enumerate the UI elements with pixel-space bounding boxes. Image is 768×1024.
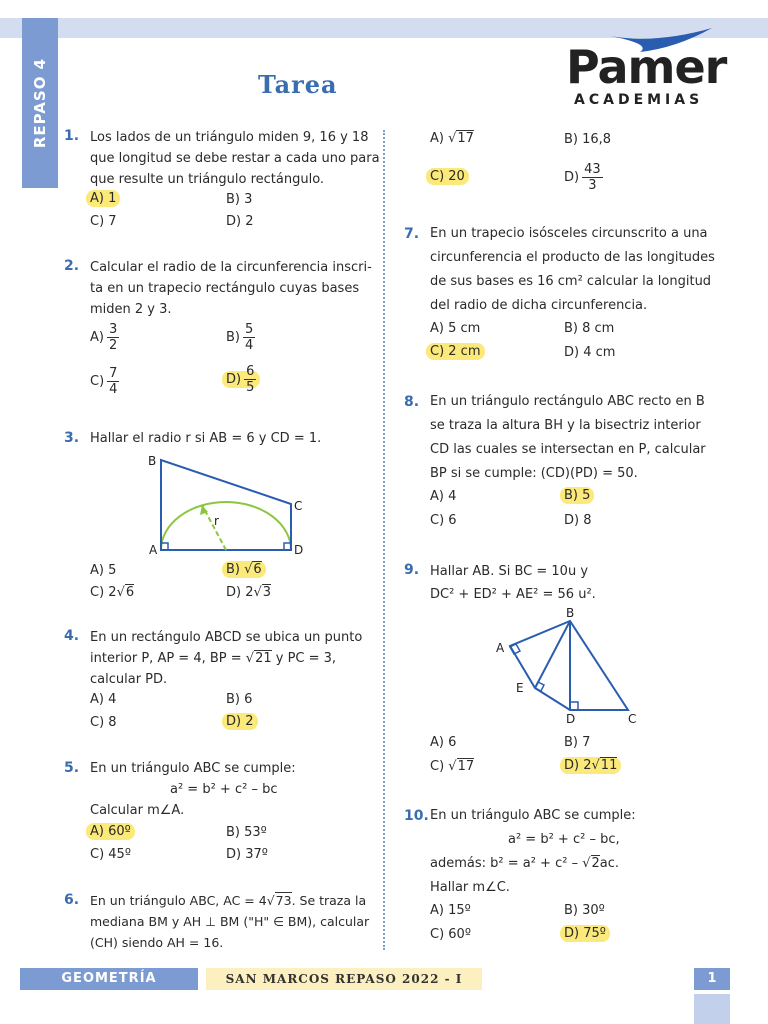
text-line: de sus bases es 16 cm² calcular la longitud	[430, 274, 712, 289]
text-line: Calcular el radio de la circunferencia inscri-	[90, 260, 372, 275]
question-text	[430, 560, 596, 606]
answer-option: D) $\frac{43}{3}$	[564, 162, 601, 193]
text-line: Calcular m∠A.	[90, 803, 185, 818]
answer-option: C) 7	[90, 214, 117, 229]
text-line: además: b² = a² + c² – √2ac.	[430, 856, 620, 871]
footer-subject: GEOMETRÍA	[20, 968, 198, 990]
text-line: En un triángulo ABC se cumple:	[430, 808, 636, 823]
text-line: miden 2 y 3.	[90, 302, 172, 317]
text-line: que longitud se debe restar a cada uno para	[90, 151, 380, 166]
footer-course: SAN MARCOS REPASO 2022 - I	[206, 968, 482, 990]
answer-option: A) √17	[430, 131, 474, 146]
trapezoid-figure	[140, 450, 310, 560]
page-title: Tarea	[258, 70, 338, 99]
answer-option: B) $\frac{5}{4}$	[226, 322, 254, 353]
question-text	[430, 222, 715, 318]
answer-option: D) 2	[226, 214, 254, 229]
text-line: En un triángulo rectángulo ABC recto en B	[430, 394, 705, 409]
answer-option: D) 2√11	[560, 758, 621, 773]
question-text	[430, 390, 706, 486]
text-line: (CH) siendo AH = 16.	[90, 935, 224, 950]
answer-option: C) 60º	[430, 927, 471, 942]
text-line: En un rectángulo ABCD se ubica un punto	[90, 630, 363, 645]
text-line: mediana BM y AH ⊥ BM ("H" ∈ BM), calcular	[90, 914, 370, 929]
answer-option: D) $\frac{6}{5}$	[222, 364, 260, 395]
text-line: calcular PD.	[90, 672, 168, 687]
question-number: 1.	[64, 128, 80, 144]
answer-option: C) 20	[426, 168, 469, 185]
answer-option: B) √6	[222, 562, 266, 577]
text-line: Hallar AB. Si BC = 10u y	[430, 564, 589, 579]
question-number: 5.	[64, 760, 80, 776]
question-text	[90, 257, 372, 320]
vertex-label: E	[516, 681, 524, 695]
answer-option: A) 1	[86, 190, 120, 207]
answer-option: C) √17	[430, 759, 475, 774]
question-text	[90, 627, 362, 690]
answer-option: B) 6	[226, 692, 253, 707]
text-line: circunferencia el producto de las longitudes	[430, 250, 715, 265]
answer-option: D) 37º	[226, 847, 268, 862]
segment-be	[535, 621, 570, 688]
text-line: En un triángulo ABC, AC = 4√73. Se traza la	[90, 893, 367, 908]
answer-option: A) 5 cm	[430, 321, 481, 336]
text-line: DC² + ED² + AE² = 56 u².	[430, 587, 596, 602]
question-number: 4.	[64, 628, 80, 644]
answer-option: A) 60º	[86, 823, 135, 840]
semicircle-arc	[161, 502, 291, 550]
text-line: En un triángulo ABC se cumple:	[90, 761, 296, 776]
answer-option: D) 75º	[560, 925, 610, 942]
column-divider	[383, 130, 385, 950]
vertex-label: A	[149, 543, 158, 557]
question-number: 8.	[404, 394, 420, 410]
answer-option: C) 2 cm	[426, 343, 485, 360]
answer-option: D) 4 cm	[564, 345, 616, 360]
footer	[20, 968, 730, 990]
answer-option: C) 6	[430, 513, 457, 528]
text-line: que resulte un triángulo rectángulo.	[90, 172, 325, 187]
answer-option: B) 5	[560, 487, 594, 504]
side-tab	[22, 18, 58, 188]
answer-option: B) 16,8	[564, 132, 612, 147]
answer-option: B) 53º	[226, 825, 267, 840]
answer-option: C) 8	[90, 715, 117, 730]
question-text	[90, 890, 369, 953]
question-number: 6.	[64, 892, 80, 908]
pamer-logo	[566, 26, 736, 116]
answer-option: B) 30º	[564, 903, 605, 918]
text-line: se traza la altura BH y la bisectriz interior	[430, 418, 701, 433]
text-line: BP si se cumple: (CD)(PD) = 50.	[430, 466, 638, 481]
answer-option: C) 45º	[90, 847, 131, 862]
vertex-label: D	[566, 712, 576, 726]
text-line: ta en un trapecio rectángulo cuyas bases	[90, 281, 360, 296]
answer-option: B) 7	[564, 735, 591, 750]
vertex-label: C	[294, 499, 303, 513]
equation: a² = b² + c² – bc	[170, 782, 278, 797]
text-line: interior P, AP = 4, BP = √21 y PC = 3,	[90, 651, 337, 666]
vertex-label: B	[148, 454, 157, 468]
question-text: Hallar el radio r si AB = 6 y CD = 1.	[90, 431, 322, 446]
question-text	[430, 804, 636, 900]
question-number: 2.	[64, 258, 80, 274]
side-tab-label: REPASO 4	[31, 57, 49, 149]
question-text	[90, 127, 380, 190]
question-number: 7.	[404, 226, 420, 242]
vertex-label: A	[496, 641, 505, 655]
triangle-figure	[490, 606, 650, 726]
question-text	[90, 758, 296, 821]
vertex-label: B	[566, 606, 575, 620]
logo-brand: Pamer	[566, 40, 727, 94]
answer-option: C) 2√6	[90, 585, 135, 600]
answer-option: D) 2√3	[226, 585, 272, 600]
answer-option: A) 15º	[430, 903, 471, 918]
answer-option: A) 4	[430, 489, 457, 504]
text-line: Hallar m∠C.	[430, 880, 510, 895]
page-number: 1	[694, 968, 730, 990]
vertex-label: C	[628, 712, 637, 726]
trapezoid-shape	[161, 460, 291, 550]
answer-option: B) 8 cm	[564, 321, 615, 336]
text-line: CD las cuales se intersectan en P, calcular	[430, 442, 706, 457]
answer-option: A) 4	[90, 692, 117, 707]
answer-option: D) 8	[564, 513, 592, 528]
answer-option: D) 2	[222, 713, 258, 730]
equation: a² = b² + c² – bc,	[508, 832, 620, 847]
vertex-label: D	[294, 543, 304, 557]
logo-subtitle: ACADEMIAS	[574, 92, 704, 108]
question-number: 10.	[404, 808, 429, 824]
text-line: del radio de dicha circunferencia.	[430, 298, 648, 313]
answer-option: A) 6	[430, 735, 457, 750]
answer-option: C) $\frac{7}{4}$	[90, 366, 118, 397]
text-line: Los lados de un triángulo miden 9, 16 y 18	[90, 130, 369, 145]
text-line: En un trapecio isósceles circunscrito a una	[430, 226, 708, 241]
question-number: 3.	[64, 430, 80, 446]
question-number: 9.	[404, 562, 420, 578]
answer-option: B) 3	[226, 192, 253, 207]
footer-strip	[694, 994, 730, 1024]
radius-label: r	[214, 514, 219, 528]
answer-option: A) $\frac{3}{2}$	[90, 322, 118, 353]
right-angle-mark	[570, 702, 578, 710]
answer-option: A) 5	[90, 563, 117, 578]
